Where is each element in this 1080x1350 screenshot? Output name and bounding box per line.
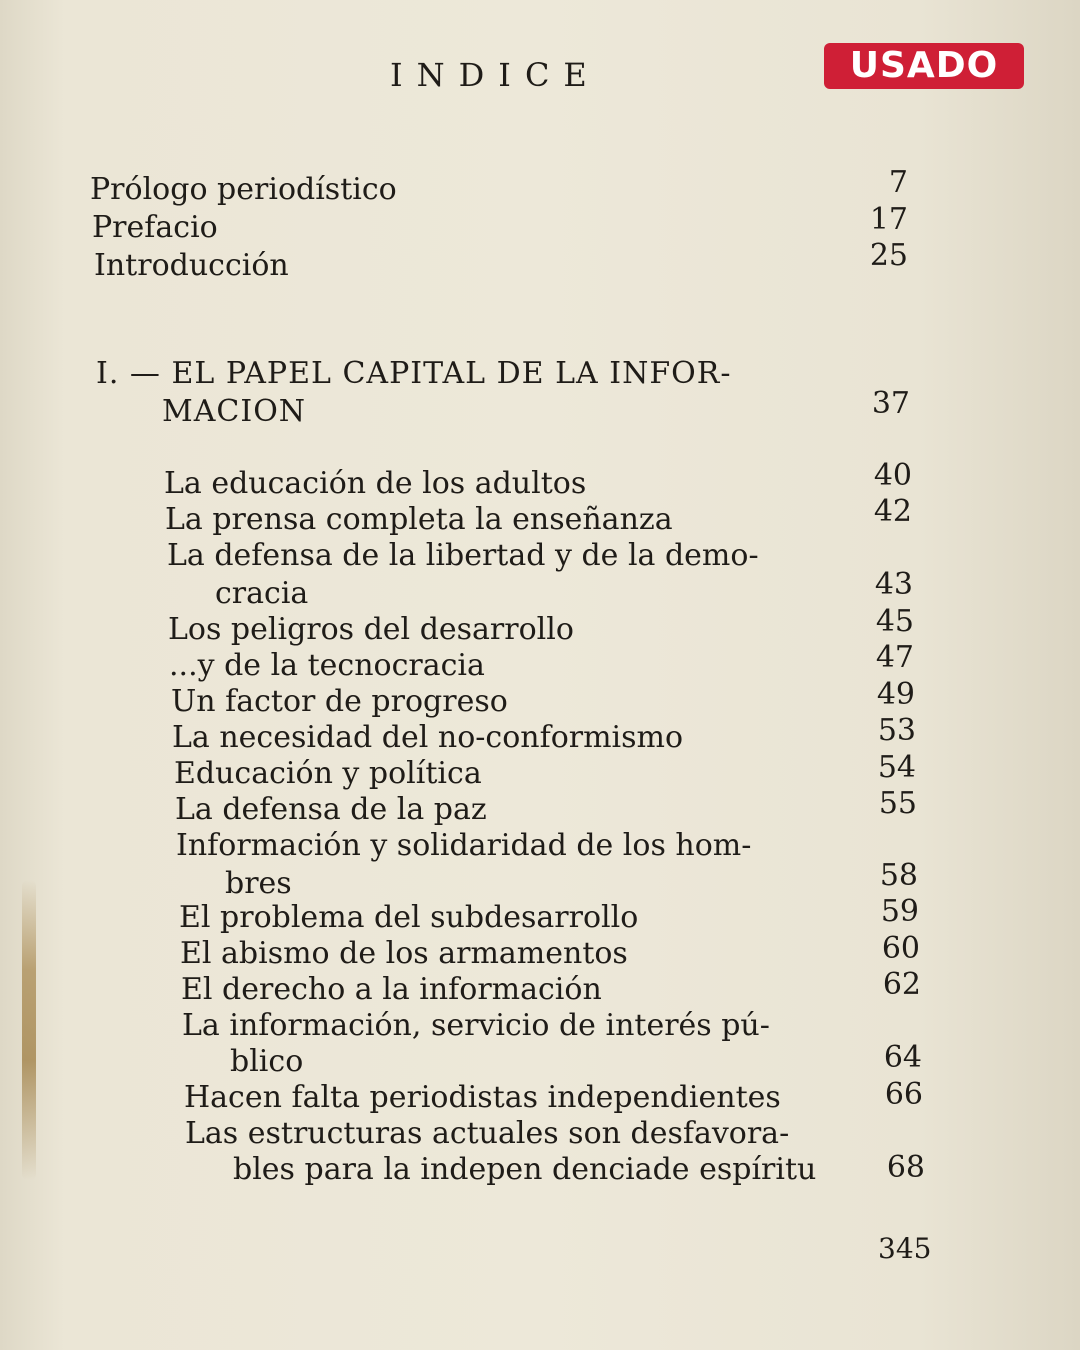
section-title: El derecho a la información (181, 972, 602, 1007)
section-page: 60 (881, 931, 920, 966)
page-number: 345 (878, 1232, 932, 1265)
page-title: INDICE (390, 56, 601, 94)
section-page: 68 (886, 1150, 925, 1185)
section-title: Las estructuras actuales son desfavora- (185, 1116, 790, 1151)
section-title: La defensa de la libertad y de la demo- (167, 538, 759, 573)
toc-entry-label: Prefacio (92, 210, 218, 245)
section-page: 43 (874, 567, 913, 602)
page-stain (22, 880, 36, 1180)
section-title-continued: bres (225, 866, 292, 901)
toc-entry-page: 25 (869, 238, 908, 273)
section-page: 47 (875, 640, 914, 675)
section-title: La necesidad del no-conformismo (172, 720, 684, 755)
toc-entry-label: Prólogo periodístico (90, 172, 397, 207)
section-title: Educación y política (174, 756, 482, 791)
section-page: 42 (873, 494, 912, 529)
section-title: El problema del subdesarrollo (179, 900, 639, 935)
section-page: 45 (875, 604, 914, 639)
section-page: 54 (877, 750, 916, 785)
section-title-continued: bles para la indepen denciade espíritu (233, 1152, 817, 1187)
section-page: 66 (884, 1077, 923, 1112)
section-title: Hacen falta periodistas independientes (184, 1080, 781, 1115)
section-page: 55 (878, 786, 917, 821)
chapter-heading-line1: I. — EL PAPEL CAPITAL DE LA INFOR- (96, 356, 732, 391)
section-page: 40 (873, 458, 912, 493)
section-page: 64 (883, 1040, 922, 1075)
section-title: Información y solidaridad de los hom- (176, 828, 752, 863)
section-title: La prensa completa la enseñanza (165, 502, 673, 537)
toc-entry-page: 17 (869, 202, 908, 237)
toc-entry-page: 7 (888, 165, 908, 200)
section-title: La educación de los adultos (164, 466, 587, 501)
section-title: Un factor de progreso (171, 684, 508, 719)
section-page: 62 (882, 967, 921, 1002)
chapter-page: 37 (871, 386, 910, 421)
section-title-continued: blico (230, 1044, 304, 1079)
section-page: 49 (876, 677, 915, 712)
section-title: ...y de la tecnocracia (169, 648, 485, 683)
section-page: 59 (880, 894, 919, 929)
chapter-heading-line2: MACION (162, 394, 307, 429)
toc-entry-label: Introducción (94, 248, 289, 283)
section-page: 58 (879, 858, 918, 893)
used-badge: USADO (824, 43, 1024, 89)
section-title: La información, servicio de interés pú- (182, 1008, 770, 1043)
section-title: La defensa de la paz (175, 792, 487, 827)
section-title: El abismo de los armamentos (180, 936, 628, 971)
section-title-continued: cracia (215, 576, 309, 611)
section-page: 53 (877, 713, 916, 748)
section-title: Los peligros del desarrollo (168, 612, 574, 647)
